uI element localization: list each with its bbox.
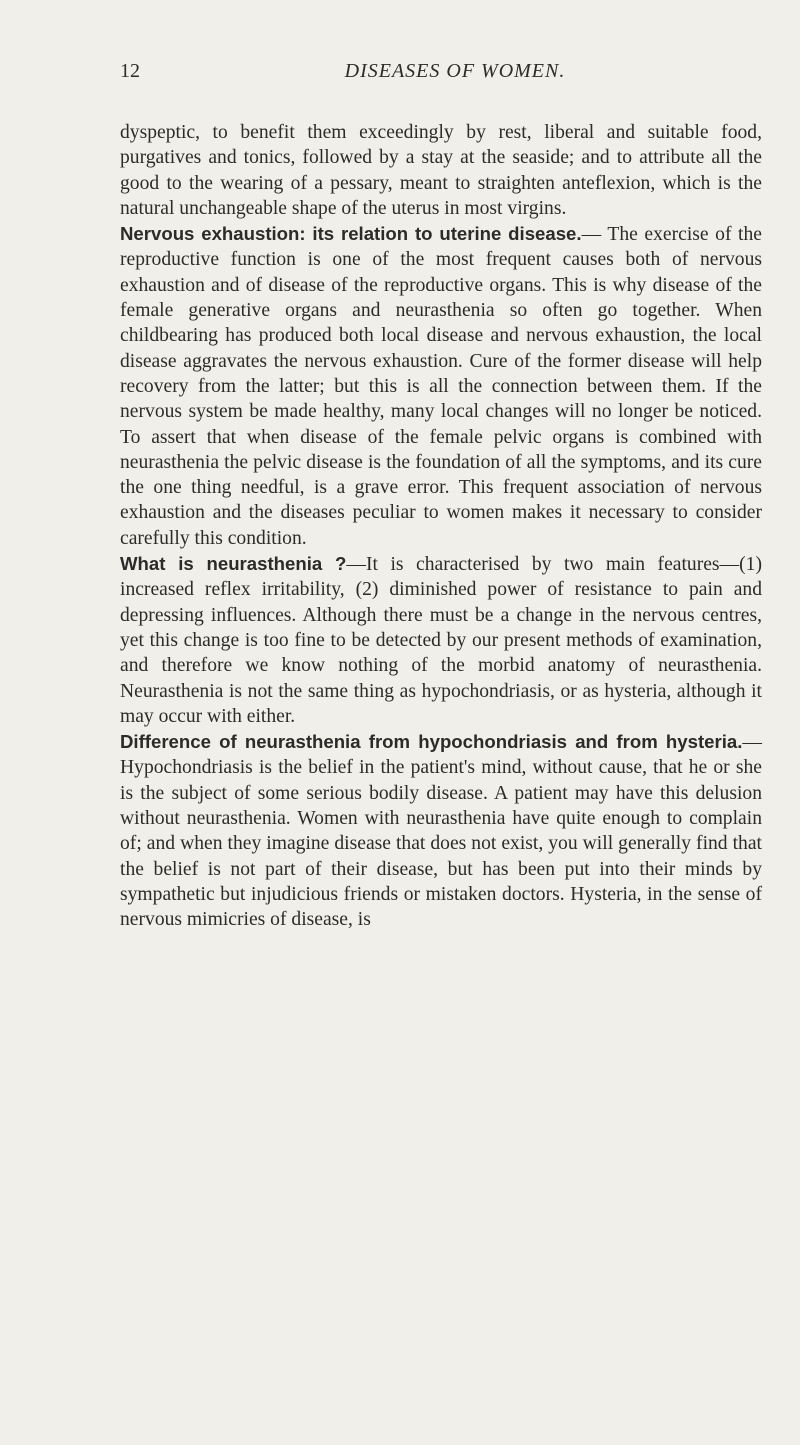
section-text: — The exercise of the reproductive function is one of the most frequent causes both of nervous exhaustion and of disease of the reproductive organs. This is why disease of the female generative organs and neurasthenia so often go together. When childbearing has produced both local disease and nervous exhaustion, the local disease aggravates the nervous exhaustion. Cure of the former disease will help recovery from the latter; but this is all the connection between them. If the nervous system be made healthy, many local changes will no longer be noticed. To assert that when disease of the female pelvic organs is combined with neurasthenia the pelvic disease is the foundation of all the symptoms, and its cure the one thing needful, is a grave error. This frequent association of nervous exhaustion and the diseases peculiar to women makes it necessary to consider carefully this condition. <box>120 224 762 549</box>
intro-paragraph: dyspeptic, to benefit them exceedingly by rest, liberal and suitable food, purgatives and tonics, followed by a stay at the seaside; and to attribute all the good to the wearing of a pessary, meant to straighten anteflexion, which is the natural unchangeable shape of the uterus in most virgins. <box>120 122 762 219</box>
section-paragraph <box>120 221 762 551</box>
running-title: DISEASES OF WOMEN. <box>344 60 566 82</box>
section-paragraph <box>120 551 762 729</box>
running-head <box>120 60 760 90</box>
section-paragraph <box>120 729 762 932</box>
body-text <box>120 120 762 933</box>
section-text: —Hypochondriasis is the belief in the patient's mind, without cause, that he or she is the subject of some serious bodily disease. A patient may have this delusion without neurasthenia. Women with neurasthenia have quite enough to complain of; and when they imagine disease that does not exist, you will generally find that the belief is not part of their disease, but has been put into their minds by sympathetic but injudicious friends or mistaken doctors. Hysteria, in the sense of nervous mimicries of disease, is <box>120 732 762 931</box>
page-number: 12 <box>120 60 140 82</box>
section-heading: Difference of neurasthenia from hypochondriasis and from hysteria. <box>120 731 743 753</box>
section-heading: What is neurasthenia ? <box>120 553 347 575</box>
section-text: —It is characterised by two main features—(1) increased reflex irritability, (2) diminished power of resistance to pain and depressing influences. Although there must be a change in the nervous centres, yet this change is too fine to be detected by our present methods of examination, and therefore we know nothing of the morbid anatomy of neurasthenia. Neurasthenia is not the same thing as hypochondriasis, or as hysteria, although it may occur with either. <box>120 554 762 727</box>
section-heading: Nervous exhaustion: its relation to uterine disease. <box>120 223 582 245</box>
